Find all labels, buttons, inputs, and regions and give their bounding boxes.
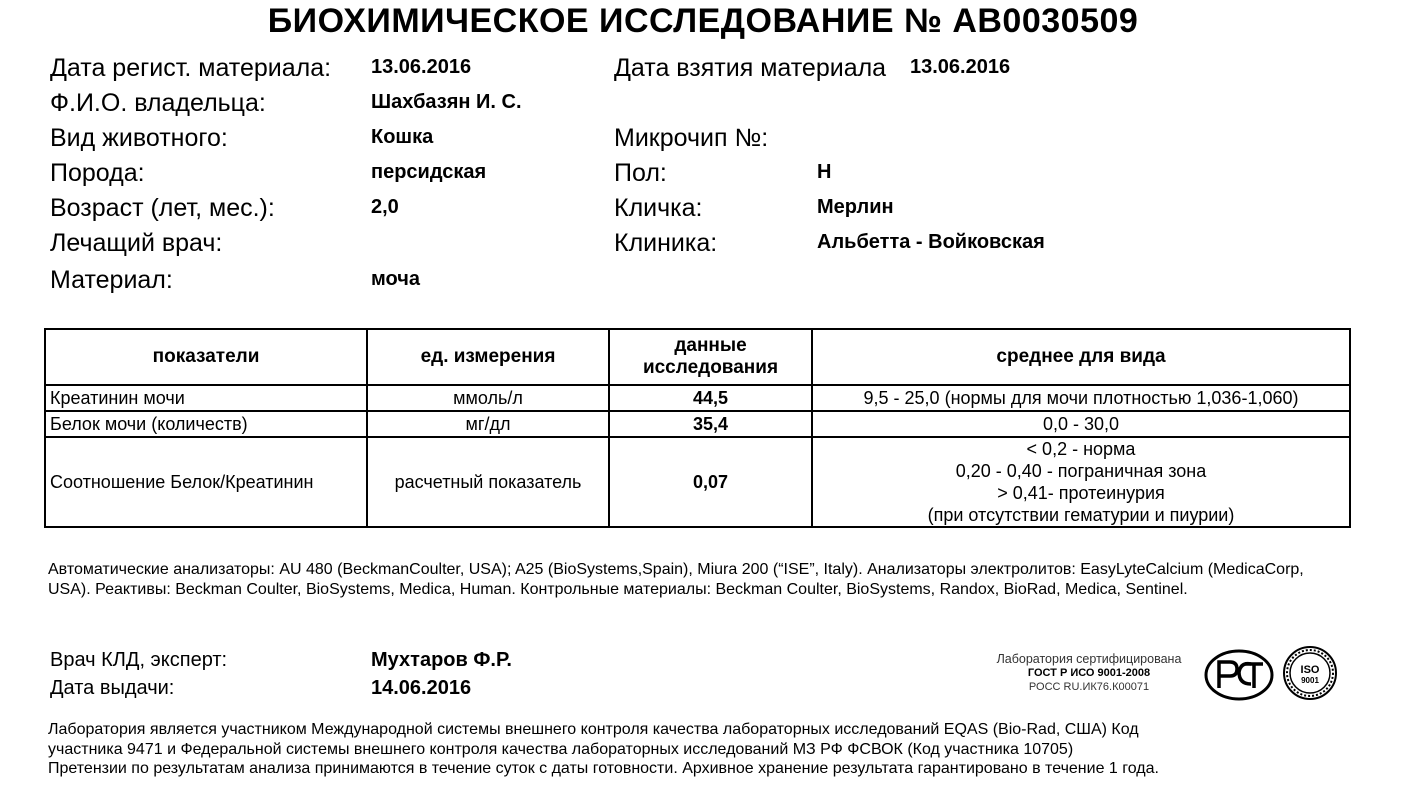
result-cell: 35,4 — [609, 411, 812, 437]
rst-certification-logo-icon — [1203, 648, 1275, 702]
reg-date-label: Дата регист. материала: — [50, 54, 332, 82]
table-row — [45, 411, 1350, 437]
col-header-reference: среднее для вида — [812, 329, 1350, 385]
unit-cell: расчетный показатель — [367, 437, 609, 527]
reference-cell — [812, 437, 1350, 527]
footer-line: Претензии по результатам анализа принимаются в течение суток с даты готовности. Архивное хранение результата гарантировано в течение 1 года. — [48, 760, 1159, 777]
chip-label: Микрочип №: — [614, 124, 769, 152]
material-value: моча — [371, 268, 420, 290]
table-row — [45, 437, 1350, 527]
take-date-value: 13.06.2016 — [910, 56, 1011, 78]
col-header-parameter: показатели — [45, 329, 367, 385]
certification-standard: ГОСТ Р ИСО 9001-2008 — [1027, 667, 1151, 679]
footer — [48, 720, 1368, 779]
reference-cell: 9,5 - 25,0 (нормы для мочи плотностью 1,036-1,060) — [812, 385, 1350, 411]
col-header-result: данные исследования — [609, 329, 812, 385]
expert-label: Врач КЛД, эксперт: — [50, 649, 228, 671]
param-cell: Белок мочи (количеств) — [45, 411, 367, 437]
reference-line: 0,20 - 0,40 - пограничная зона — [955, 461, 1207, 481]
certification-line: Лаборатория сертифицирована — [996, 652, 1182, 666]
document-title: БИОХИМИЧЕСКОЕ ИССЛЕДОВАНИЕ № АВ0030509 — [267, 2, 1139, 40]
breed-label: Порода: — [50, 159, 145, 187]
animal-value: Кошка — [371, 126, 434, 148]
issue-date-label: Дата выдачи: — [50, 677, 175, 699]
table-header-row — [45, 329, 1350, 385]
seal-text: ISO 9001 — [1300, 664, 1320, 685]
result-cell: 0,07 — [609, 437, 812, 527]
age-value: 2,0 — [371, 196, 399, 218]
unit-cell: ммоль/л — [367, 385, 609, 411]
footer-line: Лаборатория является участником Международной системы внешнего контроля качества лабораторных исследований EQAS (Bio-Rad, США) Код — [48, 721, 1139, 738]
clinic-label: Клиника: — [614, 229, 718, 257]
col-header-unit: ед. измерения — [367, 329, 609, 385]
doctor-label: Лечащий врач: — [50, 229, 223, 257]
reg-date-value: 13.06.2016 — [371, 56, 472, 78]
take-date-label: Дата взятия материала — [614, 54, 887, 82]
material-label: Материал: — [50, 266, 173, 294]
age-label: Возраст (лет, мес.): — [50, 194, 275, 222]
name-label: Кличка: — [614, 194, 703, 222]
result-cell: 44,5 — [609, 385, 812, 411]
animal-label: Вид животного: — [50, 124, 228, 152]
certification-number: РОСС RU.ИК76.К00071 — [1028, 681, 1150, 693]
param-cell: Креатинин мочи — [45, 385, 367, 411]
reference-line: < 0,2 - норма — [1026, 439, 1136, 459]
sex-value: Н — [817, 161, 832, 183]
iso-9001-seal-icon — [1282, 645, 1338, 701]
results-table — [44, 328, 1351, 528]
owner-label: Ф.И.О. владельца: — [50, 89, 266, 117]
name-value: Мерлин — [817, 196, 894, 218]
sex-label: Пол: — [614, 159, 667, 187]
clinic-value: Альбетта - Войковская — [817, 231, 1045, 253]
analyzers-note: Автоматические анализаторы: AU 480 (BeckmanCoulter, USA); A25 (BioSystems,Spain), Miura 200 (“ISE”, Italy). Анализаторы электролитов: EasyLyteCalcium (MedicaCorp, USA). Реактивы: Beckman Coulter, BioSystems, Medica, Human. Контрольные материалы: Beckman Coulter, BioSystems, Randox, BioRad, Medica, Sentinel. — [48, 561, 1304, 598]
footer-line: участника 9471 и Федеральной системы внешнего контроля качества лабораторных исследований МЗ РФ ФСВОК (Код участника 10705) — [48, 740, 1074, 758]
table-row — [45, 385, 1350, 411]
reference-line: (при отсутствии гематурии и пиурии) — [927, 505, 1235, 525]
issue-date-value: 14.06.2016 — [371, 677, 472, 699]
expert-value: Мухтаров Ф.Р. — [371, 649, 512, 671]
breed-value: персидская — [371, 161, 487, 183]
owner-value: Шахбазян И. С. — [371, 91, 522, 113]
reference-cell: 0,0 - 30,0 — [812, 411, 1350, 437]
certification-block — [983, 652, 1195, 694]
unit-cell: мг/дл — [367, 411, 609, 437]
param-cell: Соотношение Белок/Креатинин — [45, 437, 367, 527]
reference-line: > 0,41- протеинурия — [997, 483, 1165, 503]
